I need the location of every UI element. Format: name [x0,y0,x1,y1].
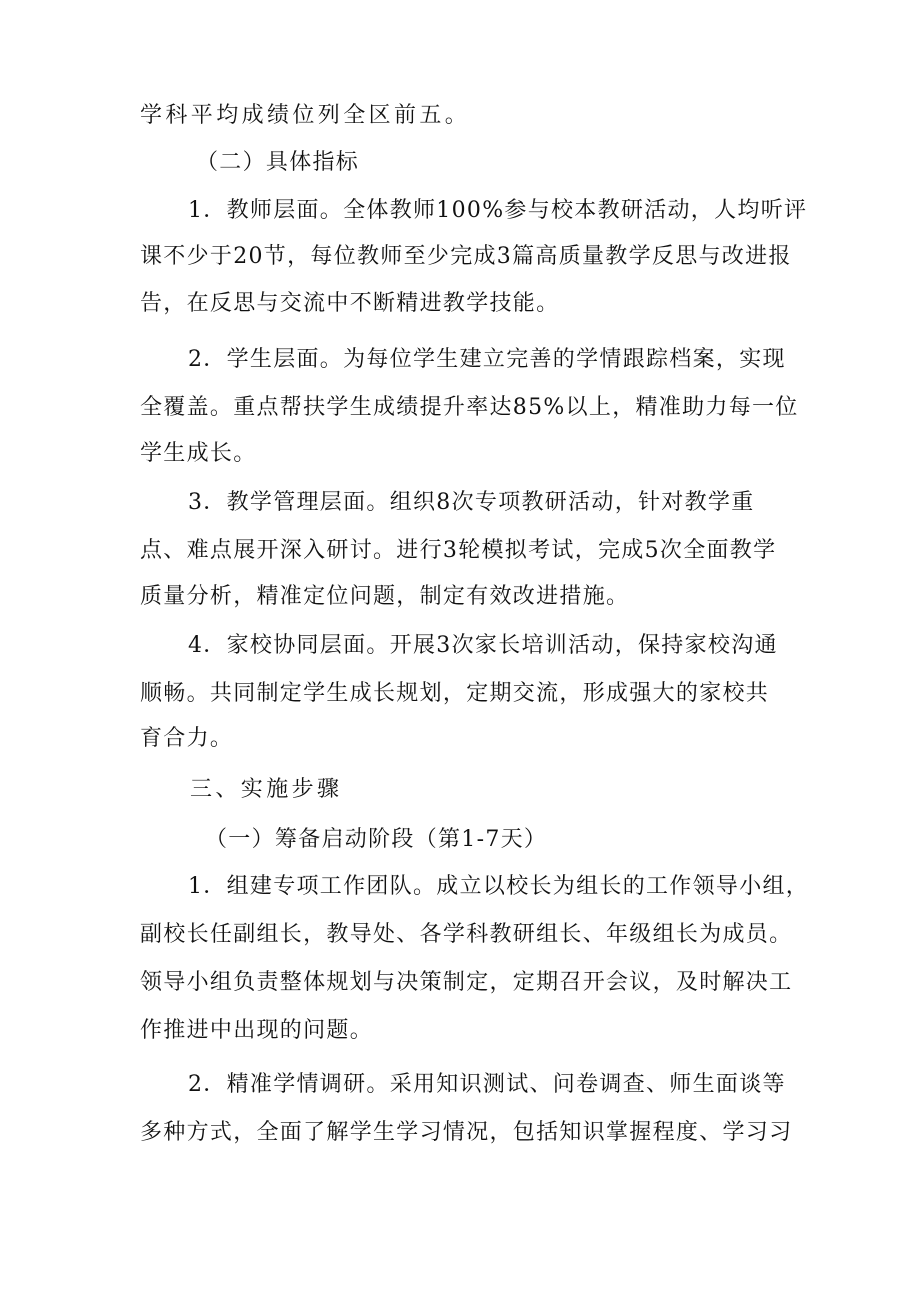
text-line: 领导小组负责整体规划与决策制定，定期召开会议，及时解决工 [140,970,793,995]
text-line: 2．精准学情调研。采用知识测试、问卷调查、师生面谈等 [188,1072,786,1097]
text-line: 3．教学管理层面。组织8次专项教研活动，针对教学重 [188,490,755,515]
subsection-heading: （一）筹备启动阶段（第1-7天） [205,827,548,852]
text-line: 副校长任副组长，教导处、各学科教研组长、年级组长为成员。 [140,922,793,947]
text-line: 2．学生层面。为每位学生建立完善的学情跟踪档案，实现 [188,347,786,372]
text-line: 顺畅。共同制定学生成长规划，定期交流，形成强大的家校共 [140,681,770,706]
text-line: 4．家校协同层面。开展3次家长培训活动，保持家校沟通 [188,633,778,658]
text-line: 学科平均成绩位列全区前五。 [140,103,471,128]
text-line: 告，在反思与交流中不断精进教学技能。 [140,291,560,316]
text-line: 学生成长。 [140,441,257,466]
text-line: 课不少于20节，每位教师至少完成3篇高质量教学反思与改进报 [140,244,792,269]
subsection-heading: （二）具体指标 [196,150,360,175]
text-line: 1．教师层面。全体教师100%参与校本教研活动，人均听评 [188,198,808,223]
text-line: 育合力。 [140,726,234,751]
section-heading: 三、实施步骤 [190,777,343,802]
text-line: 1．组建专项工作团队。成立以校长为组长的工作领导小组， [188,874,810,899]
text-line: 多种方式，全面了解学生学习情况，包括知识掌握程度、学习习 [140,1120,793,1145]
text-line: 全覆盖。重点帮扶学生成绩提升率达85%以上，精准助力每一位 [140,395,799,420]
text-line: 作推进中出现的问题。 [140,1018,374,1043]
text-line: 质量分析，精准定位问题，制定有效改进措施。 [140,584,630,609]
text-line: 点、难点展开深入研讨。进行3轮模拟考试，完成5次全面教学 [140,538,777,563]
